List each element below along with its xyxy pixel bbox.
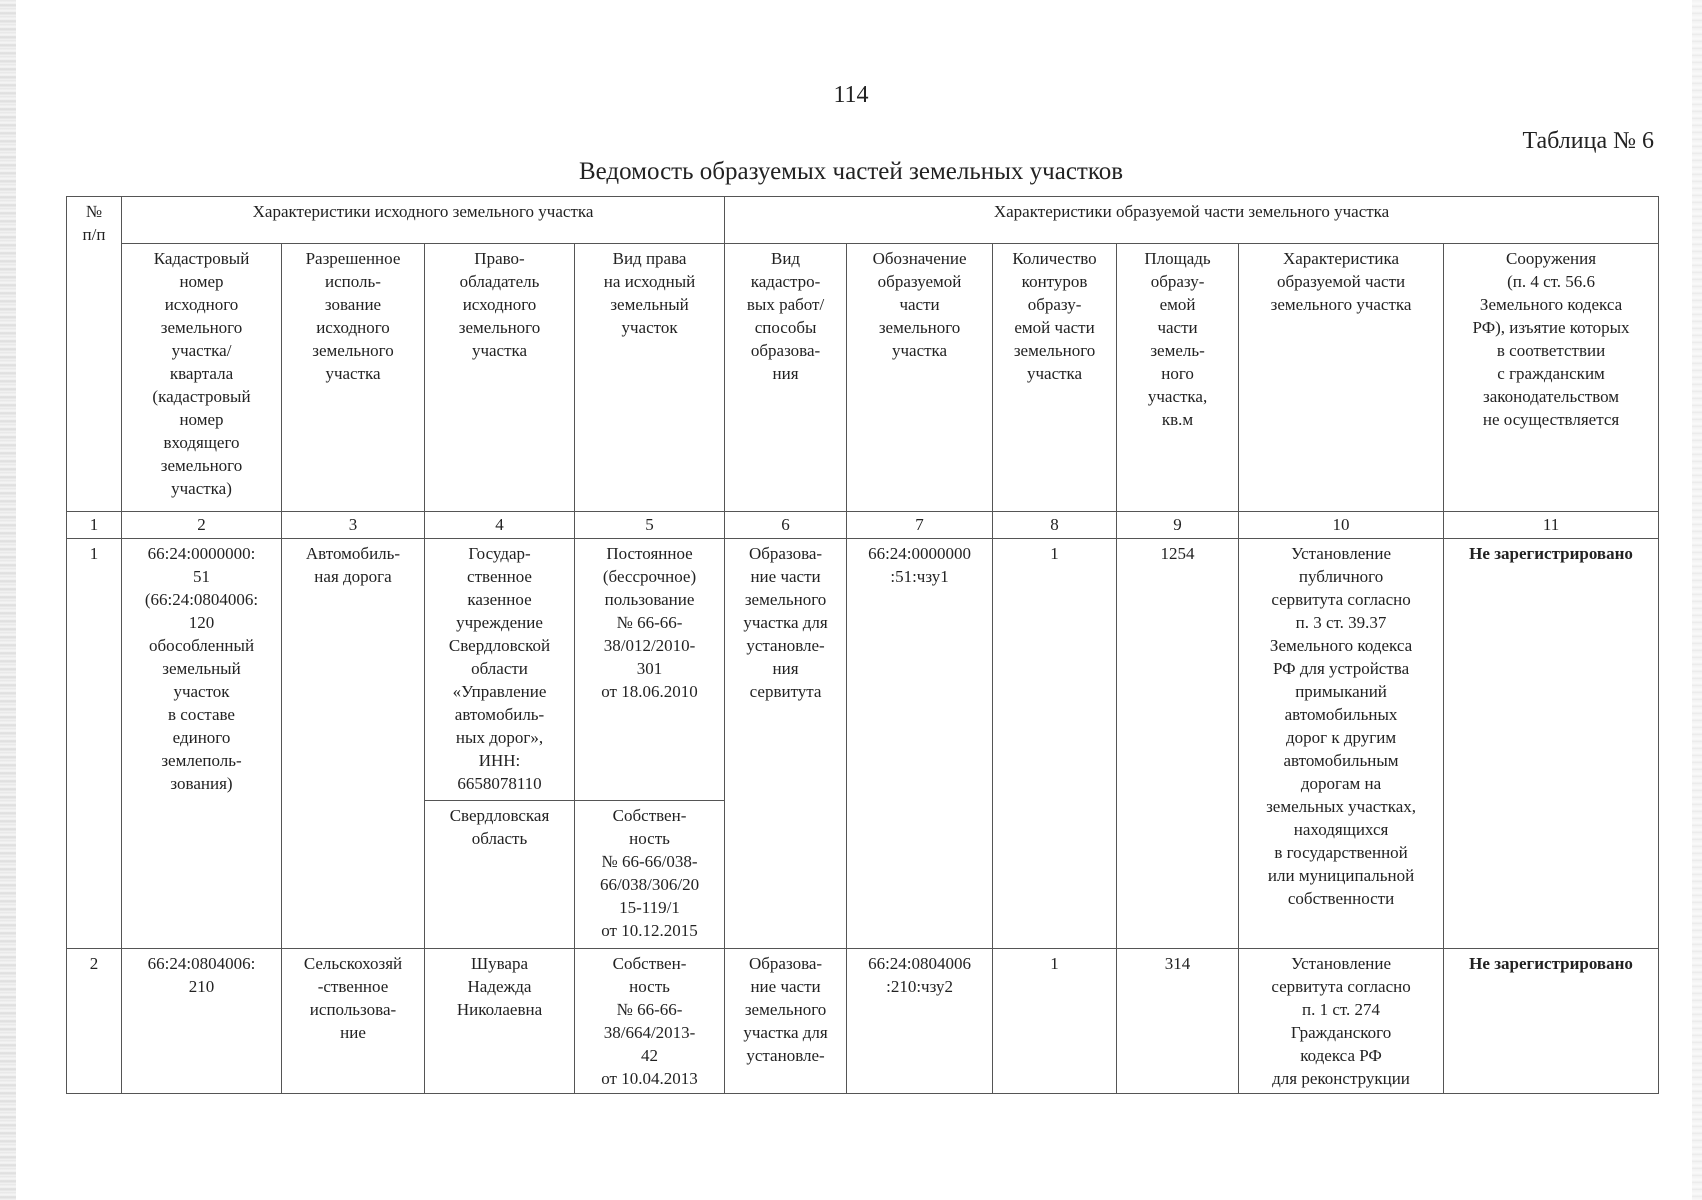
column-number: 11 (1444, 512, 1659, 539)
parcels-table (66, 196, 1659, 1094)
column-header-cadastral: Кадастровый номер исходного земельного участка/ квартала (кадастровый номер входящего земельного участка) (122, 244, 282, 512)
cell-cadastral: 66:24:0000000: 51 (66:24:0804006: 120 обособленный земельный участок в составе единого землеполь- зования) (122, 539, 282, 949)
cell-right: Собствен- ность № 66-66/038- 66/038/306/20 15-119/1 от 10.12.2015 (575, 801, 725, 949)
cell-right: Постоянное (бессрочное) пользование № 66-66- 38/012/2010- 301 от 18.06.2010 (575, 539, 725, 801)
cell-characteristic: Установление сервитута согласно п. 1 ст. 274 Гражданского кодекса РФ для реконструкции (1239, 949, 1444, 1094)
column-header-row (67, 244, 1659, 512)
cell-designation: 66:24:0000000 :51:чзу1 (847, 539, 993, 949)
table-label: Таблица № 6 (1522, 128, 1654, 154)
cell-right: Собствен- ность № 66-66- 38/664/2013- 42 от 10.04.2013 (575, 949, 725, 1094)
cell-holder: Государ- ственное казенное учреждение Свердловской области «Управление автомобиль- ных дорог», ИНН: 6658078110 (425, 539, 575, 801)
column-number-row (67, 512, 1659, 539)
column-number: 4 (425, 512, 575, 539)
column-number: 5 (575, 512, 725, 539)
cell-holder: Свердловская область (425, 801, 575, 949)
cell-holder: Шувара Надежда Николаевна (425, 949, 575, 1094)
cell-contours: 1 (993, 949, 1117, 1094)
column-number: 2 (122, 512, 282, 539)
cell-structures: Не зарегистрировано (1444, 949, 1659, 1094)
cell-structures: Не зарегистрировано (1444, 539, 1659, 949)
cell-usage: Автомобиль- ная дорога (282, 539, 425, 949)
column-header-holder: Право- обладатель исходного земельного участка (425, 244, 575, 512)
column-number: 8 (993, 512, 1117, 539)
column-header-work-type: Вид кадастро- вых работ/ способы образова- ния (725, 244, 847, 512)
column-number: 1 (67, 512, 122, 539)
cell-area: 1254 (1117, 539, 1239, 949)
column-header-structures: Сооружения (п. 4 ст. 56.6 Земельного кодекса РФ), изъятие которых в соответствии с гражданским законодательством не осуществляется (1444, 244, 1659, 512)
cell-area: 314 (1117, 949, 1239, 1094)
group-header-source: Характеристики исходного земельного участка (122, 197, 725, 244)
column-number: 9 (1117, 512, 1239, 539)
cell-usage: Сельскохозяй -ственное использова- ние (282, 949, 425, 1094)
cell-cadastral: 66:24:0804006: 210 (122, 949, 282, 1094)
header-number: № п/п (67, 197, 122, 512)
cell-designation: 66:24:0804006 :210:чзу2 (847, 949, 993, 1094)
page-number: 114 (833, 82, 869, 108)
row-number: 1 (67, 539, 122, 949)
cell-characteristic: Установление публичного сервитута согласно п. 3 ст. 39.37 Земельного кодекса РФ для устройства примыканий автомобильных дорог к другим автомобильным дорогам на земельных участках, находящихся в государственной или муниципальной собственности (1239, 539, 1444, 949)
cell-work-type: Образова- ние части земельного участка для установле- (725, 949, 847, 1094)
table-row (67, 949, 1659, 1094)
column-number: 6 (725, 512, 847, 539)
column-header-right: Вид права на исходный земельный участок (575, 244, 725, 512)
column-header-contours: Количество контуров образу- емой части земельного участка (993, 244, 1117, 512)
column-number: 7 (847, 512, 993, 539)
column-number: 10 (1239, 512, 1444, 539)
cell-contours: 1 (993, 539, 1117, 949)
table-row (67, 539, 1659, 801)
group-header-target: Характеристики образуемой части земельного участка (725, 197, 1659, 244)
column-header-characteristic: Характеристика образуемой части земельного участка (1239, 244, 1444, 512)
document-title: Ведомость образуемых частей земельных участков (578, 158, 1124, 185)
column-header-usage: Разрешенное исполь- зование исходного земельного участка (282, 244, 425, 512)
column-header-designation: Обозначение образуемой части земельного участка (847, 244, 993, 512)
row-number: 2 (67, 949, 122, 1094)
column-header-area: Площадь образу- емой части земель- ного участка, кв.м (1117, 244, 1239, 512)
column-number: 3 (282, 512, 425, 539)
cell-work-type: Образова- ние части земельного участка для установле- ния сервитута (725, 539, 847, 949)
group-header-row (67, 197, 1659, 244)
